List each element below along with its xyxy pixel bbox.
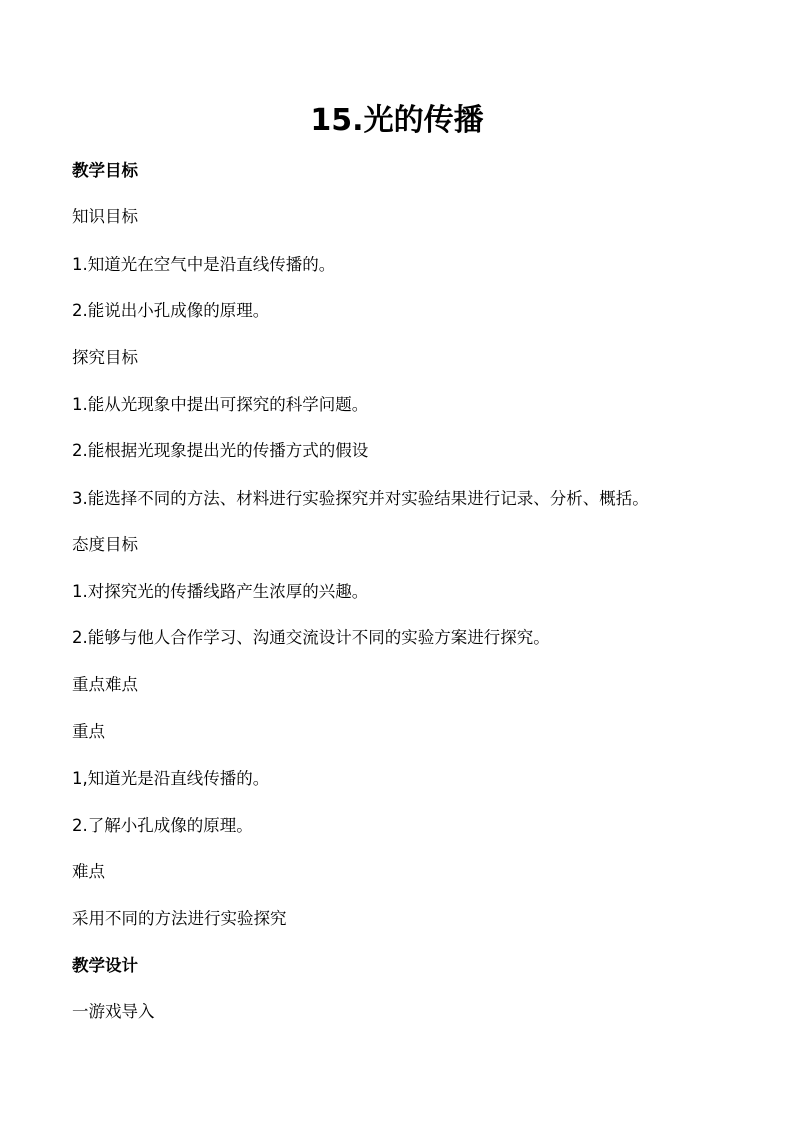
subheading-inquiry-objectives: 探究目标 (72, 348, 138, 367)
subheading-attitude-objectives: 态度目标 (72, 535, 138, 554)
heading-teaching-design: 教学设计 (72, 956, 138, 975)
attitude-objective-2: 2.能够与他人合作学习、沟通交流设计不同的实验方案进行探究。 (72, 628, 550, 647)
inquiry-objective-1: 1.能从光现象中提出可探究的科学问题。 (72, 395, 369, 414)
key-point-1: 1,知道光是沿直线传播的。 (72, 769, 270, 788)
subheading-key-points: 重点 (72, 722, 105, 741)
inquiry-objective-3: 3.能选择不同的方法、材料进行实验探究并对实验结果进行记录、分析、概括。 (72, 489, 649, 508)
key-point-2: 2.了解小孔成像的原理。 (72, 816, 253, 835)
difficult-point-1: 采用不同的方法进行实验探究 (72, 909, 287, 928)
subheading-knowledge-objectives: 知识目标 (72, 207, 138, 226)
knowledge-objective-1: 1.知道光在空气中是沿直线传播的。 (72, 255, 336, 274)
section-game-introduction: 一游戏导入 (72, 1002, 155, 1021)
knowledge-objective-2: 2.能说出小孔成像的原理。 (72, 301, 270, 320)
subheading-difficult-points: 难点 (72, 862, 105, 881)
heading-teaching-objectives: 教学目标 (72, 161, 138, 180)
document-title: 15.光的传播 (310, 103, 484, 138)
subheading-key-difficult-points: 重点难点 (72, 675, 138, 694)
attitude-objective-1: 1.对探究光的传播线路产生浓厚的兴趣。 (72, 582, 369, 601)
inquiry-objective-2: 2.能根据光现象提出光的传播方式的假设 (72, 441, 369, 460)
